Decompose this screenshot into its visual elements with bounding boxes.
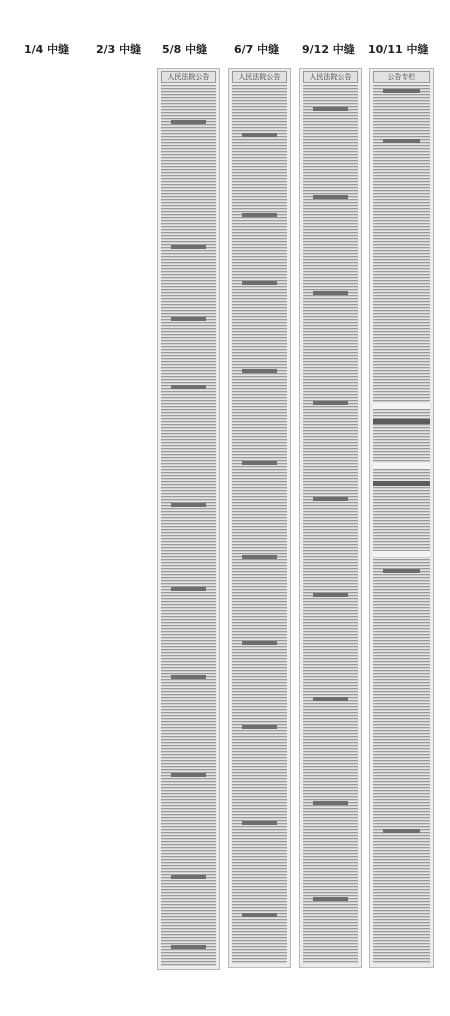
notice-heading <box>313 195 348 199</box>
column-label-10-11: 10/11 中缝 <box>368 43 429 56</box>
column-body-text <box>161 85 216 966</box>
notice-heading <box>313 897 348 901</box>
notice-heading <box>242 281 277 285</box>
column-label-1-4: 1/4 中缝 <box>24 43 70 56</box>
notice-heading <box>383 569 420 573</box>
notice-heading <box>171 675 206 679</box>
notice-heading-bold <box>373 481 430 486</box>
notice-heading <box>242 821 277 825</box>
notice-heading <box>242 213 277 217</box>
column-label-2-3: 2/3 中缝 <box>96 43 142 56</box>
column-label-5-8: 5/8 中缝 <box>162 43 208 56</box>
notice-heading <box>242 725 277 729</box>
column-header: 人民法院公告 <box>303 71 358 83</box>
notice-heading <box>171 503 206 507</box>
notice-heading <box>171 587 206 591</box>
notice-heading <box>313 291 348 295</box>
notice-heading <box>171 120 206 124</box>
column-6-7 <box>228 68 291 968</box>
column-label-9-12: 9/12 中缝 <box>302 43 355 56</box>
column-body-text <box>303 85 358 964</box>
notice-separator <box>373 403 430 409</box>
notice-heading <box>171 875 206 879</box>
notice-heading <box>313 497 348 501</box>
notice-heading <box>313 401 348 405</box>
notice-heading <box>242 913 277 917</box>
column-header: 人民法院公告 <box>161 71 216 83</box>
notice-heading-bold <box>373 419 430 424</box>
column-body-text <box>232 85 287 964</box>
notice-heading <box>242 133 277 137</box>
notice-heading <box>242 461 277 465</box>
notice-heading <box>171 245 206 249</box>
notice-heading <box>242 641 277 645</box>
column-body-text <box>373 85 430 964</box>
column-5-8 <box>157 68 220 970</box>
notice-heading <box>313 801 348 805</box>
column-9-12 <box>299 68 362 968</box>
notice-heading <box>313 593 348 597</box>
notice-heading <box>383 829 420 833</box>
notice-separator <box>373 551 430 557</box>
column-header: 公告专栏 <box>373 71 430 83</box>
notice-heading <box>383 139 420 143</box>
notice-heading <box>171 317 206 321</box>
notice-heading <box>242 555 277 559</box>
notice-heading <box>313 107 348 111</box>
column-10-11 <box>369 68 434 968</box>
column-label-6-7: 6/7 中缝 <box>234 43 280 56</box>
notice-heading <box>313 697 348 701</box>
notice-heading <box>171 773 206 777</box>
notice-heading <box>171 945 206 949</box>
notice-heading <box>383 89 420 93</box>
notice-heading <box>171 385 206 389</box>
notice-separator <box>373 463 430 469</box>
column-header: 人民法院公告 <box>232 71 287 83</box>
notice-heading <box>242 369 277 373</box>
